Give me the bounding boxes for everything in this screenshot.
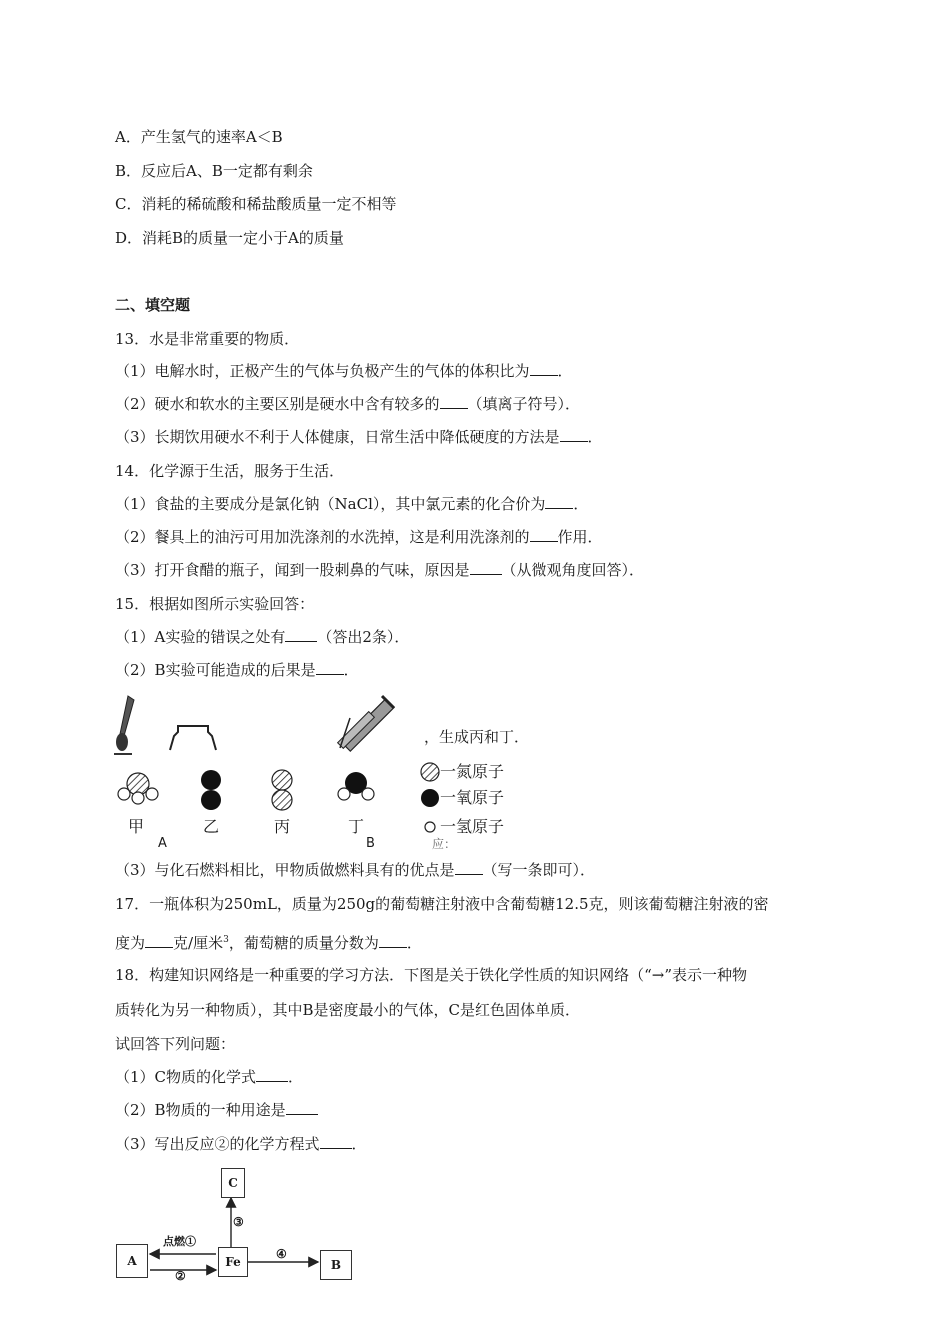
- edge-label-2: ②: [175, 1269, 186, 1283]
- figure-fragment-tail: 应：: [432, 837, 457, 851]
- legend-nitrogen: 一氮原子: [440, 762, 505, 781]
- q15-part1-text: （1）A实验的错误之处有: [115, 628, 286, 646]
- q14-part3: [115, 560, 644, 580]
- q18-part3-end: ．: [351, 1135, 367, 1153]
- q18-part2-text: （2）B物质的一种用途是: [115, 1101, 286, 1119]
- answer-blank: [470, 560, 502, 575]
- q15-part2-end: ．: [343, 661, 359, 679]
- q15-part1: [115, 627, 409, 647]
- q17-superscript: 3: [223, 935, 229, 945]
- answer-blank: [145, 933, 173, 948]
- q13-part3-end: ．: [587, 428, 603, 446]
- test-tube-icon: [338, 696, 395, 751]
- edge-label-1: 点燃①: [163, 1235, 196, 1248]
- q13-part2: [115, 394, 580, 414]
- q17-line2-a: 度为: [115, 934, 146, 952]
- answer-blank: [256, 1067, 288, 1082]
- q18-line3: 试回答下列问题：: [115, 1035, 236, 1053]
- q18-part1: [115, 1067, 303, 1087]
- q16-part3-text: （3）与化石燃料相比，甲物质做燃料具有的优点是: [115, 861, 455, 879]
- answer-blank: [316, 660, 344, 675]
- answer-blank: [530, 527, 558, 542]
- q18-part2: [115, 1100, 318, 1120]
- q14-stem: 14．化学源于生活，服务于生活．: [115, 462, 345, 480]
- legend-oxygen: 一氧原子: [440, 788, 505, 807]
- answer-blank: [530, 361, 558, 376]
- molecule-label-yi: 乙: [203, 817, 220, 836]
- option-b: B．反应后A、B一定都有剩余: [115, 162, 313, 180]
- experiment-label-b: B: [366, 836, 375, 851]
- answer-blank: [545, 494, 573, 509]
- answer-blank: [379, 933, 407, 948]
- answer-blank: [560, 427, 588, 442]
- node-b: B: [320, 1250, 352, 1280]
- q14-part1-text: （1）食盐的主要成分是氯化钠（NaCl），其中氯元素的化合价为: [115, 495, 546, 513]
- q13-part2-text: （2）硬水和软水的主要区别是硬水中含有较多的: [115, 395, 440, 413]
- legend-hydrogen-symbol: [425, 822, 435, 832]
- q14-part2-text: （2）餐具上的油污可用加洗涤剂的水洗掉，这是利用洗涤剂的: [115, 528, 530, 546]
- q16-part3: [115, 860, 595, 880]
- q14-part2-end: 作用．: [557, 528, 603, 546]
- legend-oxygen-symbol: [421, 789, 439, 807]
- q18-part3-text: （3）写出反应②的化学方程式: [115, 1135, 320, 1153]
- q13-part1: [115, 361, 573, 381]
- q16-part3-end: （写一条即可）．: [482, 861, 596, 879]
- legend-hydrogen: 一氢原子: [440, 817, 505, 836]
- answer-blank: [285, 627, 317, 642]
- option-d: D．消耗B的质量一定小于A的质量: [115, 229, 344, 247]
- q15-part2: [115, 660, 359, 680]
- q13-part3: [115, 427, 603, 447]
- q17-line2-b: 克/厘米: [173, 934, 224, 952]
- q15-stem: 15．根据如图所示实验回答：: [115, 595, 315, 613]
- q14-part2: [115, 527, 603, 547]
- q17-line2: [115, 930, 422, 953]
- q17-line2-c: ，葡萄糖的质量分数为: [228, 934, 379, 952]
- q13-stem: 13．水是非常重要的物质．: [115, 330, 300, 348]
- q17-line2-d: ．: [406, 934, 422, 952]
- molecule-label-jia: 甲: [128, 817, 145, 836]
- spoon-icon: [114, 696, 134, 754]
- answer-blank: [455, 860, 483, 875]
- molecule-label-bing: 丙: [274, 817, 291, 836]
- option-a: A．产生氢气的速率A＜B: [115, 128, 283, 146]
- q17-line1: 17．一瓶体积为250mL，质量为250g的葡萄糖注射液中含葡萄糖12.5克，则该葡萄糖注射液的密: [115, 895, 769, 913]
- answer-blank: [440, 394, 468, 409]
- node-c: C: [221, 1168, 245, 1198]
- q14-part1: [115, 494, 588, 514]
- q13-part3-text: （3）长期饮用硬水不利于人体健康，日常生活中降低硬度的方法是: [115, 428, 560, 446]
- section-title: 二、填空题: [115, 296, 191, 314]
- q13-part1-end: ．: [557, 362, 573, 380]
- q18-line2: 质转化为另一种物质），其中B是密度最小的气体，C是红色固体单质．: [115, 1001, 581, 1019]
- figure-fragment-text: ，生成丙和丁．: [424, 728, 530, 746]
- node-fe: Fe: [218, 1247, 248, 1277]
- q13-part1-text: （1）电解水时，正极产生的气体与负极产生的气体的体积比为: [115, 362, 530, 380]
- q14-part3-end: （从微观角度回答）．: [501, 561, 645, 579]
- bottle-icon: [170, 726, 216, 750]
- legend-nitrogen-symbol: [421, 763, 439, 781]
- q13-part2-end: （填离子符号）．: [467, 395, 581, 413]
- q14-part3-text: （3）打开食醋的瓶子，闻到一股刺鼻的气味，原因是: [115, 561, 470, 579]
- q18-line1: 18．构建知识网络是一种重要的学习方法．下图是关于铁化学性质的知识网络（“→”表示一种物: [115, 966, 747, 984]
- q15-part2-text: （2）B实验可能造成的后果是: [115, 661, 316, 679]
- q18-part1-text: （1）C物质的化学式: [115, 1068, 257, 1086]
- option-c: C．消耗的稀硫酸和稀盐酸质量一定不相等: [115, 195, 397, 213]
- q18-part1-end: ．: [288, 1068, 304, 1086]
- node-a: A: [116, 1244, 148, 1278]
- edge-label-4: ④: [276, 1247, 287, 1261]
- q14-part1-end: ．: [573, 495, 589, 513]
- answer-blank: [286, 1100, 318, 1115]
- q15-part1-end: （答出2条）．: [317, 628, 410, 646]
- molecule-label-ding: 丁: [348, 817, 365, 836]
- q18-part3: [115, 1134, 367, 1154]
- experiment-label-a: A: [158, 836, 167, 851]
- edge-label-3: ③: [233, 1215, 244, 1229]
- answer-blank: [320, 1134, 352, 1149]
